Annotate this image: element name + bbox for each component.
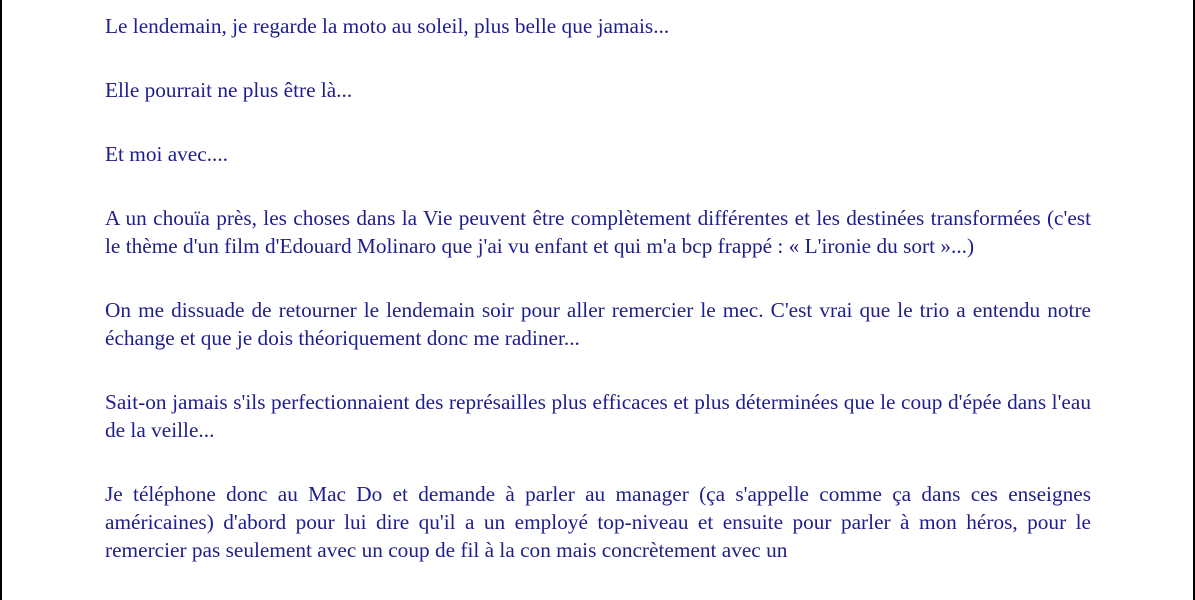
paragraph: A un chouïa près, les choses dans la Vie peuvent être complètement différentes et les destinées transformées (c'est le thème d'un film d'Edouard Molinaro que j'ai vu enfant et qui m'a bcp frappé : « L'ironie du sort »...) [105, 206, 1091, 258]
paragraph: Sait-on jamais s'ils perfectionnaient des représailles plus efficaces et plus déterminées que le coup d'épée dans l'eau de la veille... [105, 390, 1091, 442]
paragraph: On me dissuade de retourner le lendemain soir pour aller remercier le mec. C'est vrai que le trio a entendu notre échange et que je dois théoriquement donc me radiner... [105, 298, 1091, 350]
paragraph: Et moi avec.... [105, 142, 229, 166]
document-body [105, 12, 1091, 600]
paragraph: Elle pourrait ne plus être là... [105, 78, 353, 102]
paragraph: Le lendemain, je regarde la moto au soleil, plus belle que jamais... [105, 14, 670, 38]
paragraph: Je téléphone donc au Mac Do et demande à parler au manager (ça s'appelle comme ça dans ces enseignes américaines) d'abord pour lui dire qu'il a un employé top-niveau et ensuite pour parler à mon héros, pour le remercier pas seulement avec un coup de fil à la con mais concrètement avec un [105, 482, 1091, 562]
